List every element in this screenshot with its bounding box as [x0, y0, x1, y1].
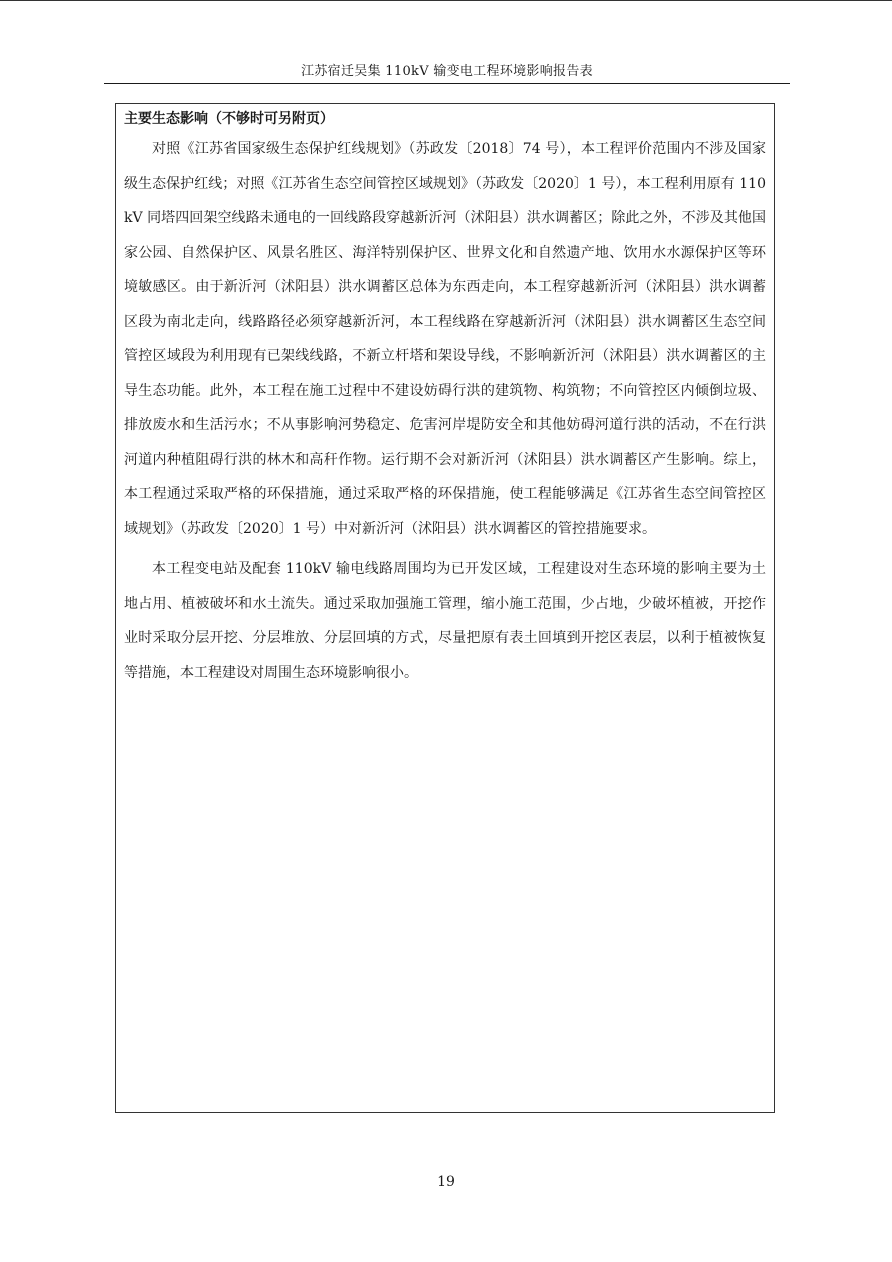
- paragraph-construction-impact: 本工程变电站及配套 110kV 输电线路周围均为已开发区域，工程建设对生态环境的影响主要为土地占用、植被破坏和水土流失。通过采取加强施工管理，缩小施工范围，少占地，少破坏植被，开挖作业时采取分层开挖、分层堆放、分层回填的方式，尽量把原有表土回填到开挖区表层，以利于植被恢复等措施，本工程建设对周围生态环境影响很小。: [124, 561, 766, 681]
- header-divider: [104, 83, 790, 84]
- top-border-line: [0, 0, 892, 1]
- page-number: 19: [437, 1174, 455, 1190]
- paragraph-ecological-redline: 对照《江苏省国家级生态保护红线规划》（苏政发〔2018〕74 号），本工程评价范围内不涉及国家级生态保护红线；对照《江苏省生态空间管控区域规划》（苏政发〔2020〕1 号），本工程利用原有 110kV 同塔四回架空线路未通电的一回线路段穿越新沂河（沭阳县）洪水调蓄区；除此之外，不涉及其他国家公园、自然保护区、风景名胜区、海洋特别保护区、世界文化和自然遗产地、饮用水水源保护区等环境敏感区。由于新沂河（沭阳县）洪水调蓄区总体为东西走向，本工程穿越新沂河（沭阳县）洪水调蓄区段为南北走向，线路路径必须穿越新沂河，本工程线路在穿越新沂河（沭阳县）洪水调蓄区生态空间管控区域段为利用现有已架线线路，不新立杆塔和架设导线，不影响新沂河（沭阳县）洪水调蓄区的主导生态功能。此外，本工程在施工过程中不建设妨碍行洪的建筑物、构筑物；不向管控区内倾倒垃圾、排放废水和生活污水；不从事影响河势稳定、危害河岸堤防安全和其他妨碍河道行洪的活动，不在行洪河道内种植阻碍行洪的林木和高秆作物。运行期不会对新沂河（沭阳县）洪水调蓄区产生影响。综上，本工程通过采取严格的环保措施，通过采取严格的环保措施，使工程能够满足《江苏省生态空间管控区域规划》（苏政发〔2020〕1 号）中对新沂河（沭阳县）洪水调蓄区的管控措施要求。: [124, 141, 766, 537]
- page-header: 江苏宿迁吴集 110kV 输变电工程环境影响报告表: [301, 64, 593, 79]
- section-title: 主要生态影响（不够时可另附页）: [124, 111, 334, 127]
- content-box: [115, 103, 775, 1113]
